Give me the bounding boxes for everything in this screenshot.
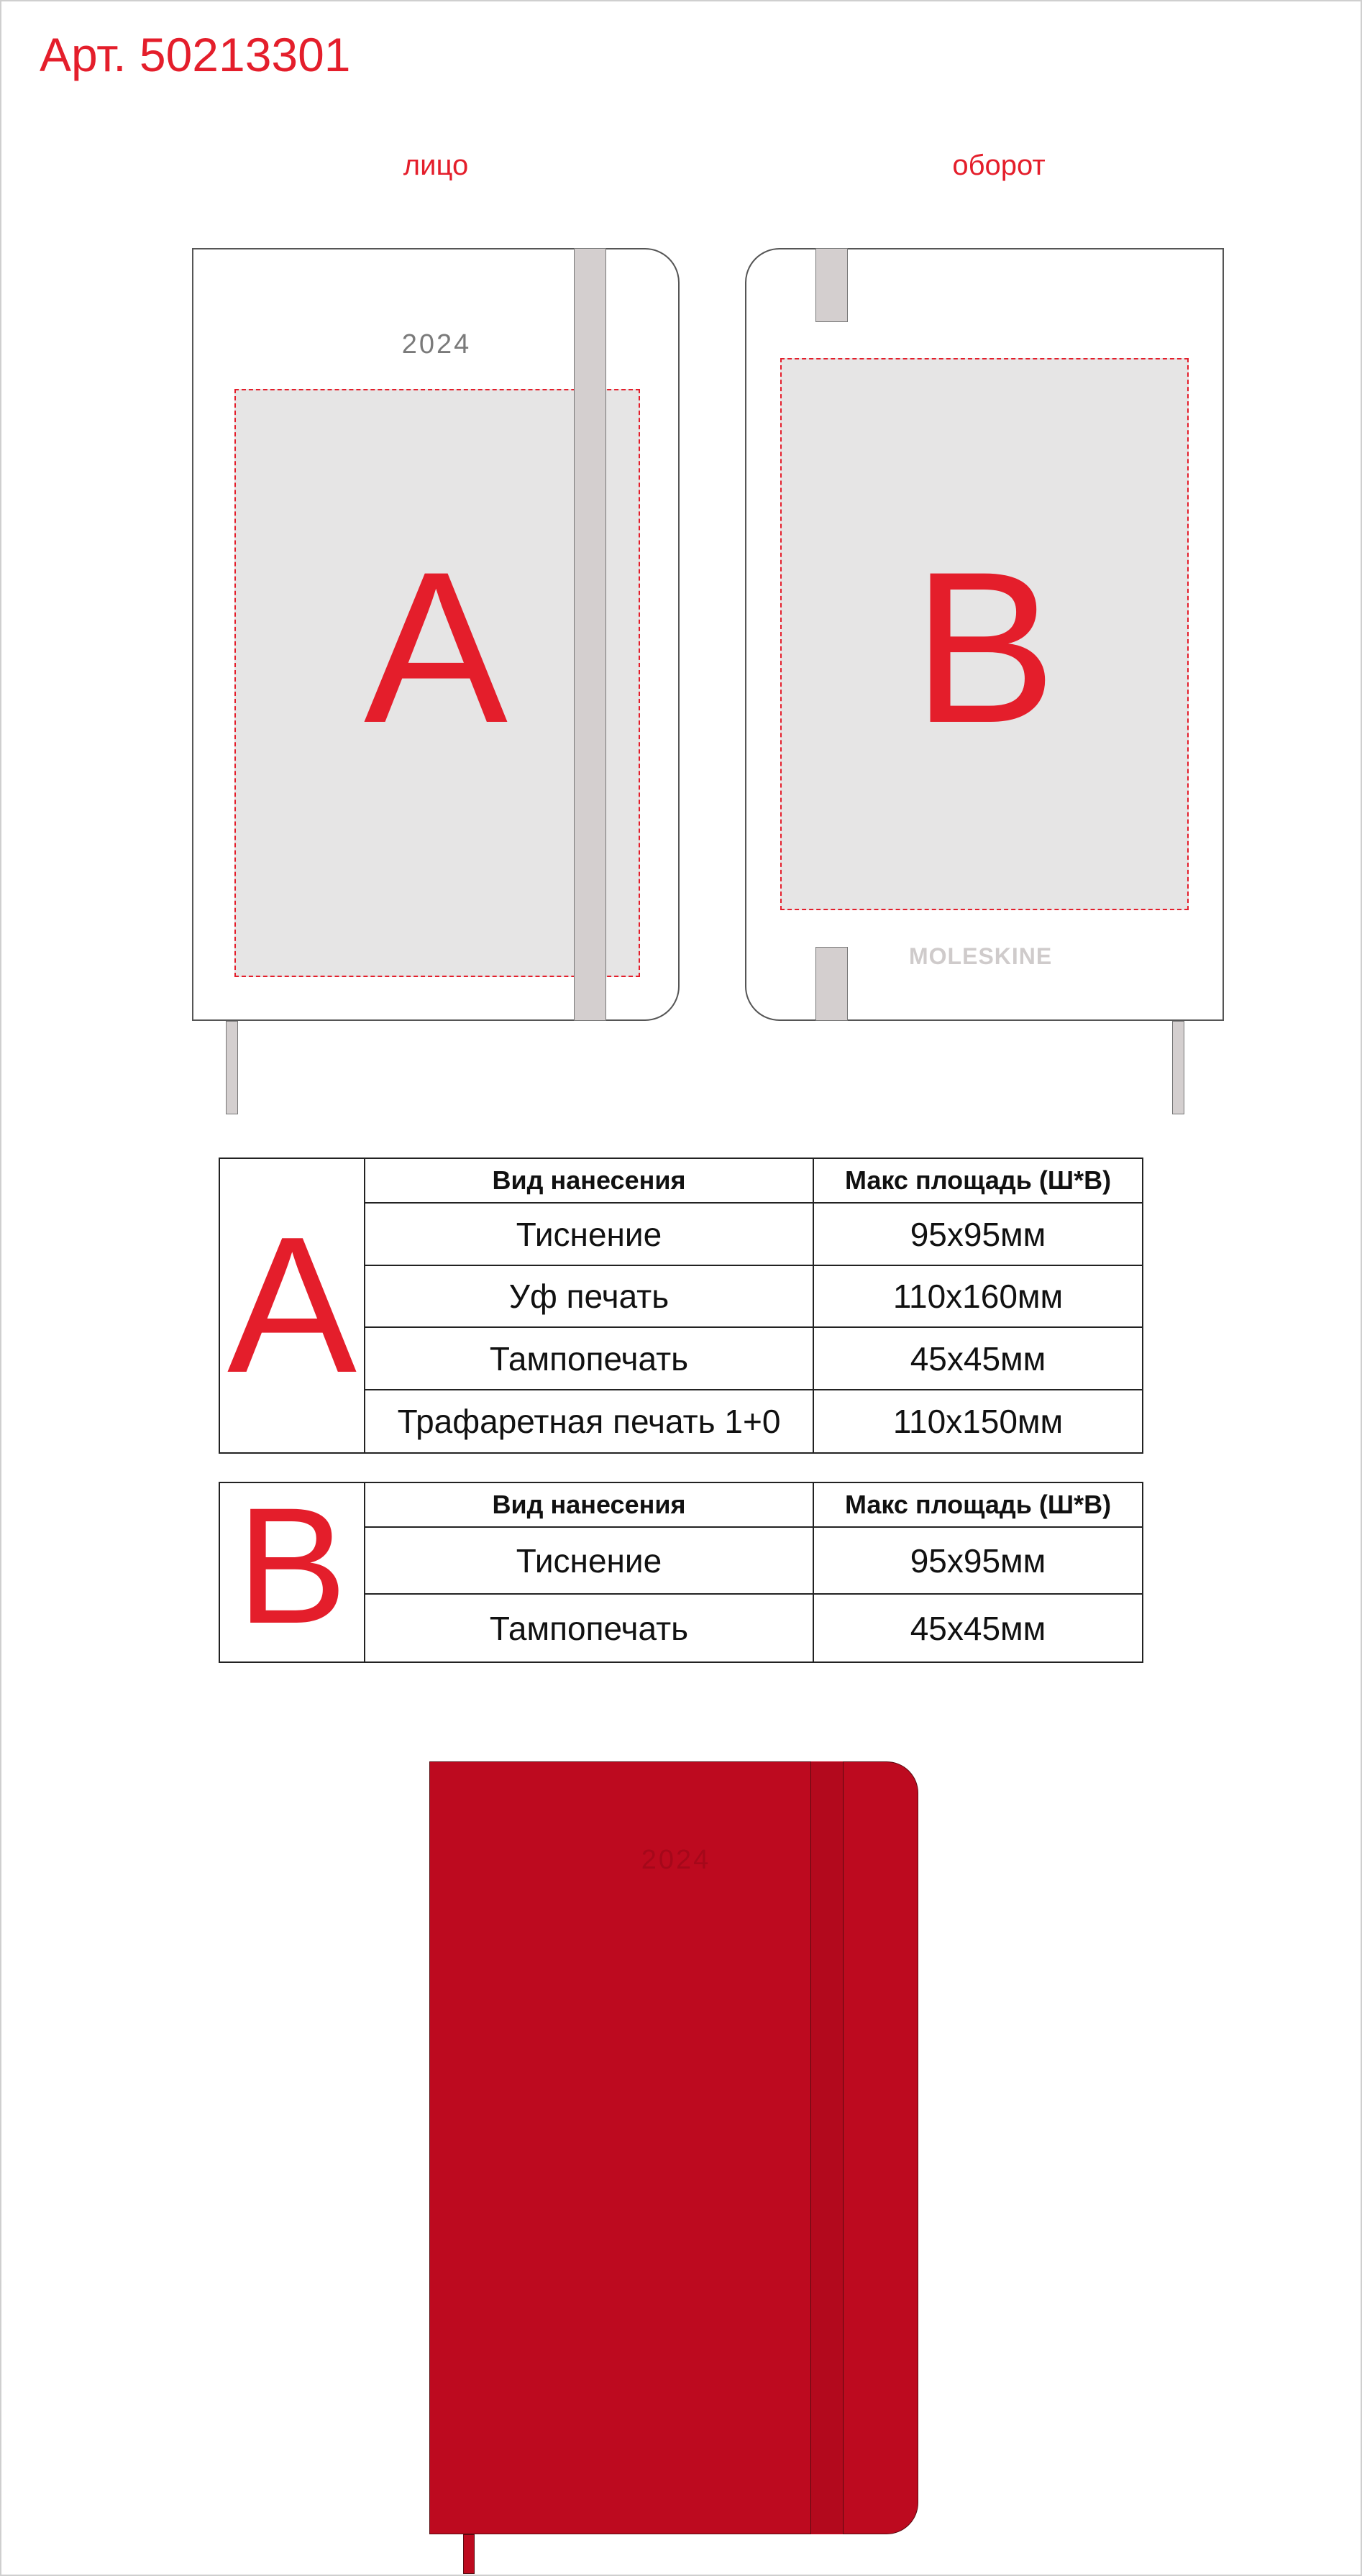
table-b-header-method: Вид нанесения — [365, 1483, 814, 1526]
table-a-header-method: Вид нанесения — [365, 1159, 814, 1202]
table-b-header-area: Макс площадь (Ш*В) — [844, 1490, 1112, 1519]
table-row — [365, 1528, 1142, 1595]
back-elastic-top — [815, 248, 848, 322]
table-a-header-area: Макс площадь (Ш*В) — [844, 1165, 1112, 1195]
table-cell-area: 95x95мм — [910, 1541, 1046, 1580]
table-cell-method: Уф печать — [365, 1266, 814, 1326]
table-b-header-row — [365, 1483, 1142, 1528]
table-cell-area: 45x45мм — [910, 1609, 1046, 1647]
table-cell-method: Тампопечать — [365, 1595, 814, 1661]
front-elastic-band — [574, 248, 606, 1021]
table-a-letter: A — [220, 1159, 365, 1452]
front-label: лицо — [403, 150, 469, 181]
table-row — [365, 1390, 1142, 1452]
table-a — [219, 1158, 1143, 1454]
red-elastic-band — [810, 1761, 844, 2534]
red-notebook-cover — [429, 1761, 918, 2534]
table-cell-area: 95x95мм — [910, 1215, 1046, 1253]
table-row — [365, 1204, 1142, 1266]
table-cell-method: Тиснение — [365, 1204, 814, 1265]
table-cell-method: Тиснение — [365, 1528, 814, 1593]
table-cell-area: 110x160мм — [892, 1278, 1064, 1315]
red-notebook-year: 2024 — [641, 1845, 711, 1875]
article-number: Арт. 50213301 — [40, 28, 351, 81]
print-area-a-letter: A — [363, 526, 508, 768]
table-cell-method: Тампопечать — [365, 1328, 814, 1389]
table-cell-area: 45x45мм — [910, 1339, 1046, 1378]
red-bookmark-ribbon — [463, 2534, 475, 2574]
table-cell-method: Трафаретная печать 1+0 — [365, 1390, 814, 1452]
print-area-b-letter: B — [912, 526, 1057, 768]
table-cell-area: 110x150мм — [892, 1403, 1064, 1440]
table-row — [365, 1595, 1142, 1661]
front-year: 2024 — [401, 329, 472, 359]
back-elastic-bottom — [815, 947, 848, 1021]
front-bookmark-ribbon — [226, 1021, 238, 1114]
table-row — [365, 1328, 1142, 1390]
back-label: оборот — [952, 150, 1046, 181]
table-row — [365, 1266, 1142, 1328]
back-bookmark-ribbon — [1172, 1021, 1184, 1114]
table-b — [219, 1473, 1143, 1663]
brand-logo: MOLESKINE — [909, 943, 1053, 969]
table-a-header-row — [365, 1159, 1142, 1204]
table-b-letter: B — [220, 1483, 365, 1661]
